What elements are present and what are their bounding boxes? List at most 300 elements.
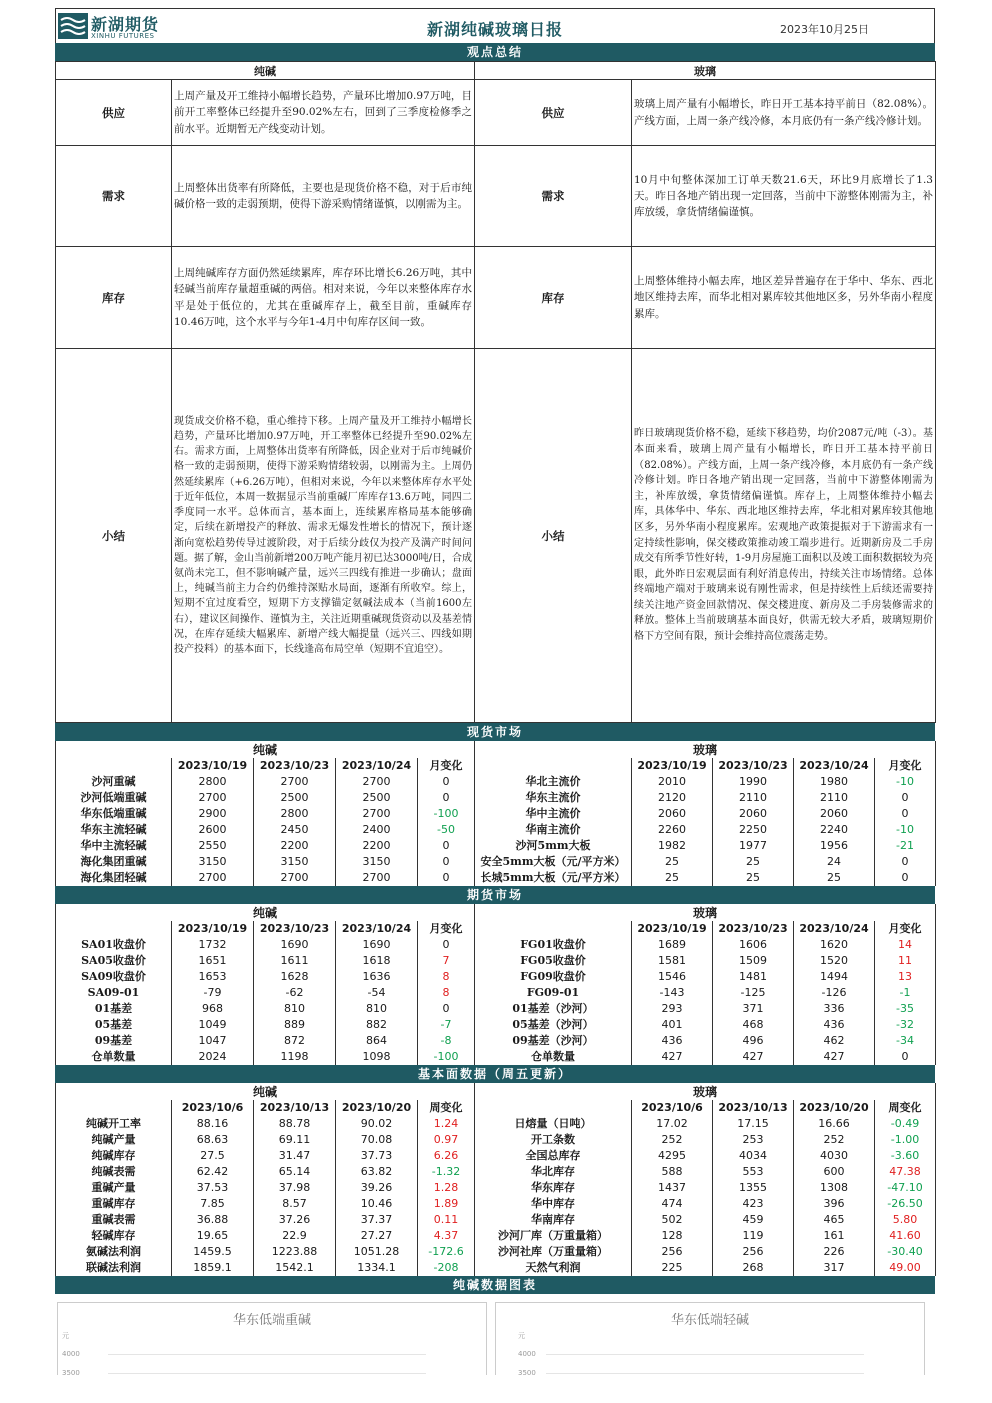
table-row bbox=[56, 822, 936, 838]
glass-value-cell: 427 bbox=[713, 1049, 794, 1065]
soda-row-label: 沙河低端重碱 bbox=[56, 790, 172, 806]
soda-value-cell: 1459.5 bbox=[172, 1244, 254, 1260]
table-row bbox=[56, 838, 936, 854]
soda-value-cell: 2550 bbox=[172, 838, 254, 854]
glass-value-cell: 588 bbox=[632, 1164, 713, 1180]
glass-change-cell: -10 bbox=[875, 822, 936, 838]
soda-value-cell: 37.98 bbox=[254, 1180, 336, 1196]
futures-date-header: 2023/10/19 bbox=[632, 921, 713, 937]
summary-soda-text: 现货成交价格不稳，重心维持下移。上周产量及开工维持小幅增长趋势，产量环比增加0.97万吨，开工率整体已经提升至90.02%左右。需求方面，上周整体出货率有所降低，因企业对于后市纯碱价格一致的走弱预期，使得下游采购情绪较弱，以刚需为主。上周仍然延续累库（+6.26万吨），但相对来说，今年以来整体库存水平处于近年低位，本周一数据显示当前重碱厂库库存13.6万吨，同四二季度同一水平。总体而言，基本面上，连续累库格局基本能够确定，后续在新增投产的释放、需求无爆发性增长的情况下，预计逐渐向宽松趋势传导过渡阶段，对于后续分歧仅为投产及满产时间问题。据了解，金山当前新增200万吨产能月初已达3000吨/日，合成氨尚未完工，但不影响碱产量，远兴三四线有推进一步确认；盘面上，纯碱当前主力合约仍维持深贴水局面，逐渐有所收窄。综上，短期不宜过度看空，短期下方支撑锚定氨碱法成本（当前1600左右），建议区间操作、谨慎为主，关注近期重碱现货资动以及基差情况，在库存延续大幅累库、新增产线大幅提量（远兴三、四线如期投产投料）的基本面下，长线逢高布局空单（短期不宜追空）。 bbox=[172, 349, 475, 723]
glass-value-cell: 25 bbox=[713, 870, 794, 886]
glass-row-label: 华中库存 bbox=[475, 1196, 632, 1212]
section-charts-bar: 纯碱数据图表 bbox=[55, 1276, 935, 1294]
glass-change-cell: 0 bbox=[875, 806, 936, 822]
table-row bbox=[56, 1244, 936, 1260]
glass-value-cell: 4030 bbox=[794, 1148, 875, 1164]
soda-change-cell: -50 bbox=[418, 822, 475, 838]
soda-row-label: SA09收盘价 bbox=[56, 969, 172, 985]
futures-date-header: 2023/10/23 bbox=[713, 921, 794, 937]
glass-change-cell: 14 bbox=[875, 937, 936, 953]
soda-row-label: SA09-01 bbox=[56, 985, 172, 1001]
soda-value-cell: 810 bbox=[336, 1001, 418, 1017]
section-summary-bar: 观点总结 bbox=[55, 43, 935, 61]
table-row bbox=[56, 1228, 936, 1244]
table-row bbox=[56, 1001, 936, 1017]
glass-value-cell: 468 bbox=[713, 1017, 794, 1033]
table-row bbox=[56, 1164, 936, 1180]
glass-value-cell: 436 bbox=[794, 1017, 875, 1033]
table-row bbox=[56, 1116, 936, 1132]
summary-row-label: 供应 bbox=[475, 80, 632, 146]
glass-value-cell: 268 bbox=[713, 1260, 794, 1276]
soda-row-label: 纯碱表需 bbox=[56, 1164, 172, 1180]
glass-row-label: FG09-01 bbox=[475, 985, 632, 1001]
soda-value-cell: 2700 bbox=[172, 870, 254, 886]
soda-value-cell: 2200 bbox=[254, 838, 336, 854]
table-row bbox=[56, 1212, 936, 1228]
logo-chinese-name: 新湖期货 bbox=[91, 15, 160, 34]
glass-row-label: 日熔量（日吨） bbox=[475, 1116, 632, 1132]
glass-row-label: 沙河社库（万重量箱） bbox=[475, 1244, 632, 1260]
glass-value-cell: 496 bbox=[713, 1033, 794, 1049]
glass-value-cell: 1956 bbox=[794, 838, 875, 854]
glass-value-cell: 2240 bbox=[794, 822, 875, 838]
soda-row-label: 纯碱开工率 bbox=[56, 1116, 172, 1132]
soda-value-cell: 968 bbox=[172, 1001, 254, 1017]
summary-glass-header: 玻璃 bbox=[475, 62, 936, 80]
glass-value-cell: 4034 bbox=[713, 1148, 794, 1164]
glass-change-cell: -35 bbox=[875, 1001, 936, 1017]
soda-value-cell: 1051.28 bbox=[336, 1244, 418, 1260]
glass-row-label: 华北主流价 bbox=[475, 774, 632, 790]
glass-value-cell: 474 bbox=[632, 1196, 713, 1212]
glass-value-cell: 1689 bbox=[632, 937, 713, 953]
soda-value-cell: 2700 bbox=[336, 806, 418, 822]
chart-y-tick: 4000 bbox=[518, 1350, 536, 1358]
soda-row-label: 海化集团轻碱 bbox=[56, 870, 172, 886]
soda-value-cell: 2700 bbox=[254, 870, 336, 886]
soda-change-cell: -100 bbox=[418, 806, 475, 822]
glass-value-cell: 423 bbox=[713, 1196, 794, 1212]
soda-change-cell: 1.24 bbox=[418, 1116, 475, 1132]
soda-row-label: SA01收盘价 bbox=[56, 937, 172, 953]
soda-value-cell: 27.5 bbox=[172, 1148, 254, 1164]
spot-glass-title: 玻璃 bbox=[475, 741, 936, 758]
soda-value-cell: -79 bbox=[172, 985, 254, 1001]
soda-row-label: 华东低端重碱 bbox=[56, 806, 172, 822]
soda-value-cell: 1732 bbox=[172, 937, 254, 953]
soda-value-cell: 8.57 bbox=[254, 1196, 336, 1212]
table-row bbox=[56, 985, 936, 1001]
soda-value-cell: 37.73 bbox=[336, 1148, 418, 1164]
soda-row-label: 重碱产量 bbox=[56, 1180, 172, 1196]
chart-y-unit: 元 bbox=[518, 1332, 525, 1340]
glass-row-label: 开工条数 bbox=[475, 1132, 632, 1148]
glass-value-cell: 1977 bbox=[713, 838, 794, 854]
soda-value-cell: 3150 bbox=[336, 854, 418, 870]
charts-area bbox=[55, 1294, 935, 1377]
glass-change-cell: -1 bbox=[875, 985, 936, 1001]
soda-row-label: 海化集团重碱 bbox=[56, 854, 172, 870]
soda-change-cell: 4.37 bbox=[418, 1228, 475, 1244]
summary-row-label: 库存 bbox=[475, 247, 632, 349]
chart-title: 华东低端轻碱 bbox=[670, 1313, 749, 1328]
chart-east-low-heavy-soda bbox=[57, 1302, 487, 1375]
soda-value-cell: 69.11 bbox=[254, 1132, 336, 1148]
soda-value-cell: 1223.88 bbox=[254, 1244, 336, 1260]
glass-value-cell: 161 bbox=[794, 1228, 875, 1244]
soda-value-cell: -62 bbox=[254, 985, 336, 1001]
glass-value-cell: 1481 bbox=[713, 969, 794, 985]
glass-value-cell: 25 bbox=[632, 870, 713, 886]
soda-row-label: 轻碱库存 bbox=[56, 1228, 172, 1244]
glass-row-label: 华南主流价 bbox=[475, 822, 632, 838]
glass-row-label: 华北库存 bbox=[475, 1164, 632, 1180]
glass-change-cell: 0 bbox=[875, 1049, 936, 1065]
soda-value-cell: 2700 bbox=[336, 774, 418, 790]
summary-glass-text: 玻璃上周产量有小幅增长，昨日开工基本持平前日（82.08%）。产线方面，上周一条产线冷修，本月底仍有一条产线冷修计划。 bbox=[632, 80, 936, 146]
glass-row-label: 华东主流价 bbox=[475, 790, 632, 806]
summary-row-label: 供应 bbox=[56, 80, 172, 146]
glass-value-cell: 2120 bbox=[632, 790, 713, 806]
soda-change-cell: 1.28 bbox=[418, 1180, 475, 1196]
spot-date-header: 2023/10/19 bbox=[632, 758, 713, 774]
soda-value-cell: 2800 bbox=[172, 774, 254, 790]
glass-value-cell: 2060 bbox=[713, 806, 794, 822]
glass-change-cell: 47.38 bbox=[875, 1164, 936, 1180]
glass-value-cell: 226 bbox=[794, 1244, 875, 1260]
table-row bbox=[56, 969, 936, 985]
soda-value-cell: 19.65 bbox=[172, 1228, 254, 1244]
glass-value-cell: 16.66 bbox=[794, 1116, 875, 1132]
logo-english-name: XINHU FUTURES bbox=[91, 32, 155, 40]
spot-glass-label-header bbox=[475, 758, 632, 774]
soda-value-cell: 2700 bbox=[254, 774, 336, 790]
spot-date-header: 2023/10/19 bbox=[172, 758, 254, 774]
soda-value-cell: 1628 bbox=[254, 969, 336, 985]
glass-value-cell: 1437 bbox=[632, 1180, 713, 1196]
soda-value-cell: 37.37 bbox=[336, 1212, 418, 1228]
soda-value-cell: 1098 bbox=[336, 1049, 418, 1065]
soda-value-cell: 2700 bbox=[336, 870, 418, 886]
table-row bbox=[56, 937, 936, 953]
report-header bbox=[55, 8, 935, 43]
soda-value-cell: 3150 bbox=[172, 854, 254, 870]
futures-glass-label-header bbox=[475, 921, 632, 937]
glass-change-cell: -3.60 bbox=[875, 1148, 936, 1164]
glass-value-cell: 293 bbox=[632, 1001, 713, 1017]
soda-change-cell: 0 bbox=[418, 838, 475, 854]
soda-value-cell: 1636 bbox=[336, 969, 418, 985]
soda-value-cell: 889 bbox=[254, 1017, 336, 1033]
glass-change-cell: 0 bbox=[875, 790, 936, 806]
glass-row-label: 09基差（沙河） bbox=[475, 1033, 632, 1049]
fund-glass-title: 玻璃 bbox=[475, 1083, 936, 1100]
soda-change-cell: -100 bbox=[418, 1049, 475, 1065]
table-row bbox=[56, 1196, 936, 1212]
glass-change-cell: -21 bbox=[875, 838, 936, 854]
soda-change-cell: 0.97 bbox=[418, 1132, 475, 1148]
glass-row-label: 华中主流价 bbox=[475, 806, 632, 822]
glass-row-label: 华东库存 bbox=[475, 1180, 632, 1196]
soda-value-cell: 2500 bbox=[254, 790, 336, 806]
glass-value-cell: 252 bbox=[794, 1132, 875, 1148]
soda-value-cell: 1334.1 bbox=[336, 1260, 418, 1276]
glass-value-cell: 1581 bbox=[632, 953, 713, 969]
fund-date-header: 2023/10/13 bbox=[713, 1100, 794, 1116]
glass-value-cell: 2110 bbox=[713, 790, 794, 806]
soda-row-label: 05基差 bbox=[56, 1017, 172, 1033]
fund-glass-label-header bbox=[475, 1100, 632, 1116]
fund-date-header: 2023/10/20 bbox=[794, 1100, 875, 1116]
glass-row-label: 全国总库存 bbox=[475, 1148, 632, 1164]
summary-glass-text: 昨日玻璃现货价格不稳，延续下移趋势，均价2087元/吨（-3）。基本面来看，玻璃上周产量有小幅增长，昨日开工基本持平前日（82.08%）。产线方面，上周一条产线冷修，本月底仍有一条产线冷修计划。昨日各地产销出现一定回落，当前中下游整体刚需为主，补库放缓，拿货情绪偏谨慎。库存上，上周整体维持小幅去库，具体华中、华东、西北地区维持去库，华北相对累库较其他地区多，另外华南小程度累库。宏观地产政策提振对于下游需求有一定持续性影响，保交楼政策推动竣工端步进行。近期新房及二手房成交有所季节性好转，1-9月房屋施工面积以及竣工面积数据较为亮眼，此外昨日宏观层面有利好消息传出，持续关注市场情绪。总体终端地产端对于玻璃来说有刚性需求，但是持续性上后续还需要持续关注地产资金回款情况、保交楼进度、新房及二手房装修需求的释放。整体上当前玻璃基本面良好，供需无较大矛盾，玻璃短期价格下方空间有限，预计会维持高位震荡走势。 bbox=[632, 349, 936, 723]
soda-row-label: 沙河重碱 bbox=[56, 774, 172, 790]
glass-value-cell: -126 bbox=[794, 985, 875, 1001]
daily-report-page bbox=[55, 8, 935, 1403]
soda-value-cell: 7.85 bbox=[172, 1196, 254, 1212]
glass-change-cell: -47.10 bbox=[875, 1180, 936, 1196]
section-futures-bar: 期货市场 bbox=[55, 886, 935, 904]
soda-value-cell: 2024 bbox=[172, 1049, 254, 1065]
glass-value-cell: 25 bbox=[632, 854, 713, 870]
glass-value-cell: 2260 bbox=[632, 822, 713, 838]
table-row bbox=[56, 870, 936, 886]
soda-change-cell: 0 bbox=[418, 790, 475, 806]
soda-change-cell: 0 bbox=[418, 937, 475, 953]
soda-value-cell: 2200 bbox=[336, 838, 418, 854]
soda-row-label: 华东主流轻碱 bbox=[56, 822, 172, 838]
soda-value-cell: 3150 bbox=[254, 854, 336, 870]
glass-row-label: 01基差（沙河） bbox=[475, 1001, 632, 1017]
summary-soda-header: 纯碱 bbox=[56, 62, 475, 80]
fund-change-header: 周变化 bbox=[875, 1100, 936, 1116]
chart-gridline bbox=[108, 1373, 426, 1374]
glass-value-cell: 553 bbox=[713, 1164, 794, 1180]
summary-glass-text: 上周整体维持小幅去库，地区差异普遍存在于华中、华东、西北地区维持去库，而华北相对累库较其他地区多，另外华南小程度累库。 bbox=[632, 247, 936, 349]
glass-value-cell: 336 bbox=[794, 1001, 875, 1017]
chart-y-tick: 4000 bbox=[62, 1350, 80, 1358]
glass-change-cell: -0.49 bbox=[875, 1116, 936, 1132]
glass-change-cell: 11 bbox=[875, 953, 936, 969]
table-row bbox=[56, 1148, 936, 1164]
soda-value-cell: 810 bbox=[254, 1001, 336, 1017]
soda-value-cell: 63.82 bbox=[336, 1164, 418, 1180]
table-row bbox=[56, 1017, 936, 1033]
chart-y-unit: 元 bbox=[62, 1332, 69, 1340]
glass-value-cell: 1355 bbox=[713, 1180, 794, 1196]
table-row bbox=[56, 806, 936, 822]
table-row bbox=[56, 1132, 936, 1148]
report-title: 新湖纯碱玻璃日报 bbox=[426, 20, 563, 39]
glass-value-cell: 128 bbox=[632, 1228, 713, 1244]
summary-soda-text: 上周纯碱库存方面仍然延续累库，库存环比增长6.26万吨，其中轻碱当前库存量超重碱的两倍。相对来说，今年以来整体库存水平是处于低位的，尤其在重碱库存上，截至目前，重碱库存10.46万吨，这个水平与今年1-4月中旬库存区间一致。 bbox=[172, 247, 475, 349]
table-row bbox=[56, 1260, 936, 1276]
table-row bbox=[56, 790, 936, 806]
soda-change-cell: -1.32 bbox=[418, 1164, 475, 1180]
glass-value-cell: 253 bbox=[713, 1132, 794, 1148]
glass-row-label: 仓单数量 bbox=[475, 1049, 632, 1065]
glass-row-label: FG05收盘价 bbox=[475, 953, 632, 969]
chart-y-tick: 3500 bbox=[62, 1369, 80, 1377]
soda-value-cell: 1690 bbox=[336, 937, 418, 953]
fund-date-header: 2023/10/6 bbox=[632, 1100, 713, 1116]
soda-value-cell: 70.08 bbox=[336, 1132, 418, 1148]
spot-date-header: 2023/10/24 bbox=[336, 758, 418, 774]
section-fundamentals-bar: 基本面数据（周五更新） bbox=[55, 1065, 935, 1083]
soda-value-cell: -54 bbox=[336, 985, 418, 1001]
summary-row-label: 需求 bbox=[475, 146, 632, 247]
soda-row-label: 联碱法利润 bbox=[56, 1260, 172, 1276]
glass-value-cell: 119 bbox=[713, 1228, 794, 1244]
glass-value-cell: 427 bbox=[632, 1049, 713, 1065]
soda-value-cell: 10.46 bbox=[336, 1196, 418, 1212]
glass-value-cell: 17.15 bbox=[713, 1116, 794, 1132]
glass-change-cell: 49.00 bbox=[875, 1260, 936, 1276]
glass-row-label: 05基差（沙河） bbox=[475, 1017, 632, 1033]
chart-title: 华东低端重碱 bbox=[232, 1313, 311, 1328]
glass-row-label: 天然气利润 bbox=[475, 1260, 632, 1276]
soda-value-cell: 88.78 bbox=[254, 1116, 336, 1132]
soda-change-cell: 0.11 bbox=[418, 1212, 475, 1228]
soda-row-label: 09基差 bbox=[56, 1033, 172, 1049]
soda-row-label: 氨碱法利润 bbox=[56, 1244, 172, 1260]
soda-value-cell: 2600 bbox=[172, 822, 254, 838]
chart-gridline bbox=[546, 1354, 864, 1355]
summary-row-label: 小结 bbox=[56, 349, 172, 723]
glass-value-cell: 2060 bbox=[632, 806, 713, 822]
soda-value-cell: 2900 bbox=[172, 806, 254, 822]
futures-date-header: 2023/10/23 bbox=[254, 921, 336, 937]
glass-value-cell: 1494 bbox=[794, 969, 875, 985]
soda-value-cell: 68.63 bbox=[172, 1132, 254, 1148]
glass-change-cell: -30.40 bbox=[875, 1244, 936, 1260]
soda-row-label: 仓单数量 bbox=[56, 1049, 172, 1065]
spot-date-header: 2023/10/23 bbox=[713, 758, 794, 774]
soda-change-cell: 1.89 bbox=[418, 1196, 475, 1212]
table-row bbox=[56, 1180, 936, 1196]
glass-change-cell: -34 bbox=[875, 1033, 936, 1049]
glass-change-cell: 0 bbox=[875, 870, 936, 886]
summary-glass-text: 10月中旬整体深加工订单天数21.6天，环比9月底增长了1.3天。昨日各地产销出现一定回落，当前中下游整体刚需为主，补库放缓，拿货情绪偏谨慎。 bbox=[632, 146, 936, 247]
soda-value-cell: 65.14 bbox=[254, 1164, 336, 1180]
glass-value-cell: 24 bbox=[794, 854, 875, 870]
soda-change-cell: -172.6 bbox=[418, 1244, 475, 1260]
glass-value-cell: 225 bbox=[632, 1260, 713, 1276]
glass-value-cell: 462 bbox=[794, 1033, 875, 1049]
futures-date-header: 2023/10/24 bbox=[794, 921, 875, 937]
glass-value-cell: 1982 bbox=[632, 838, 713, 854]
glass-row-label: 长城5mm大板（元/平方米） bbox=[475, 870, 632, 886]
futures-market-table bbox=[55, 904, 936, 1065]
soda-value-cell: 27.27 bbox=[336, 1228, 418, 1244]
soda-row-label: SA05收盘价 bbox=[56, 953, 172, 969]
soda-value-cell: 1198 bbox=[254, 1049, 336, 1065]
soda-value-cell: 1859.1 bbox=[172, 1260, 254, 1276]
soda-value-cell: 1651 bbox=[172, 953, 254, 969]
glass-change-cell: 41.60 bbox=[875, 1228, 936, 1244]
glass-value-cell: 396 bbox=[794, 1196, 875, 1212]
glass-row-label: 沙河5mm大板 bbox=[475, 838, 632, 854]
glass-change-cell: 13 bbox=[875, 969, 936, 985]
spot-soda-label-header bbox=[56, 758, 172, 774]
glass-value-cell: 252 bbox=[632, 1132, 713, 1148]
glass-change-cell: 5.80 bbox=[875, 1212, 936, 1228]
glass-change-cell: -10 bbox=[875, 774, 936, 790]
fundamentals-table bbox=[55, 1083, 936, 1276]
soda-value-cell: 36.88 bbox=[172, 1212, 254, 1228]
glass-value-cell: 427 bbox=[794, 1049, 875, 1065]
futures-soda-label-header bbox=[56, 921, 172, 937]
soda-value-cell: 882 bbox=[336, 1017, 418, 1033]
futures-date-header: 2023/10/19 bbox=[172, 921, 254, 937]
soda-value-cell: 90.02 bbox=[336, 1116, 418, 1132]
table-row bbox=[56, 854, 936, 870]
soda-value-cell: 2500 bbox=[336, 790, 418, 806]
glass-value-cell: 256 bbox=[713, 1244, 794, 1260]
soda-value-cell: 1047 bbox=[172, 1033, 254, 1049]
glass-value-cell: 1990 bbox=[713, 774, 794, 790]
summary-soda-text: 上周产量及开工维持小幅增长趋势，产量环比增加0.97万吨，目前开工率整体已经提升至90.02%左右，回到了三季度检修季之前水平。近期暂无产线变动计划。 bbox=[172, 80, 475, 146]
glass-row-label: 安全5mm大板（元/平方米） bbox=[475, 854, 632, 870]
spot-soda-title: 纯碱 bbox=[56, 741, 475, 758]
soda-value-cell: 1653 bbox=[172, 969, 254, 985]
soda-change-cell: 0 bbox=[418, 1001, 475, 1017]
soda-row-label: 01基差 bbox=[56, 1001, 172, 1017]
glass-value-cell: 1980 bbox=[794, 774, 875, 790]
spot-date-header: 2023/10/24 bbox=[794, 758, 875, 774]
glass-value-cell: 2060 bbox=[794, 806, 875, 822]
section-spot-bar: 现货市场 bbox=[55, 723, 935, 741]
futures-change-header: 月变化 bbox=[875, 921, 936, 937]
fund-date-header: 2023/10/6 bbox=[172, 1100, 254, 1116]
soda-value-cell: 39.26 bbox=[336, 1180, 418, 1196]
summary-row-label: 需求 bbox=[56, 146, 172, 247]
fund-change-header: 周变化 bbox=[418, 1100, 475, 1116]
soda-value-cell: 1542.1 bbox=[254, 1260, 336, 1276]
glass-value-cell: 317 bbox=[794, 1260, 875, 1276]
soda-row-label: 纯碱产量 bbox=[56, 1132, 172, 1148]
glass-value-cell: 1620 bbox=[794, 937, 875, 953]
soda-change-cell: 7 bbox=[418, 953, 475, 969]
glass-value-cell: 436 bbox=[632, 1033, 713, 1049]
soda-change-cell: -8 bbox=[418, 1033, 475, 1049]
glass-row-label: 沙河厂库（万重量箱） bbox=[475, 1228, 632, 1244]
chart-y-tick: 3500 bbox=[518, 1369, 536, 1377]
glass-value-cell: 4295 bbox=[632, 1148, 713, 1164]
glass-value-cell: 256 bbox=[632, 1244, 713, 1260]
soda-value-cell: 1049 bbox=[172, 1017, 254, 1033]
table-row bbox=[56, 774, 936, 790]
soda-row-label: 纯碱库存 bbox=[56, 1148, 172, 1164]
summary-table bbox=[55, 61, 936, 723]
glass-row-label: FG09收盘价 bbox=[475, 969, 632, 985]
glass-value-cell: 1509 bbox=[713, 953, 794, 969]
glass-value-cell: -125 bbox=[713, 985, 794, 1001]
glass-value-cell: 401 bbox=[632, 1017, 713, 1033]
soda-value-cell: 2700 bbox=[172, 790, 254, 806]
glass-value-cell: 1308 bbox=[794, 1180, 875, 1196]
summary-row-label: 小结 bbox=[475, 349, 632, 723]
soda-change-cell: 8 bbox=[418, 985, 475, 1001]
glass-change-cell: -32 bbox=[875, 1017, 936, 1033]
chart-east-low-light-soda bbox=[495, 1302, 925, 1375]
fund-soda-title: 纯碱 bbox=[56, 1083, 475, 1100]
futures-glass-title: 玻璃 bbox=[475, 904, 936, 921]
fund-date-header: 2023/10/20 bbox=[336, 1100, 418, 1116]
soda-value-cell: 2400 bbox=[336, 822, 418, 838]
glass-value-cell: 1520 bbox=[794, 953, 875, 969]
